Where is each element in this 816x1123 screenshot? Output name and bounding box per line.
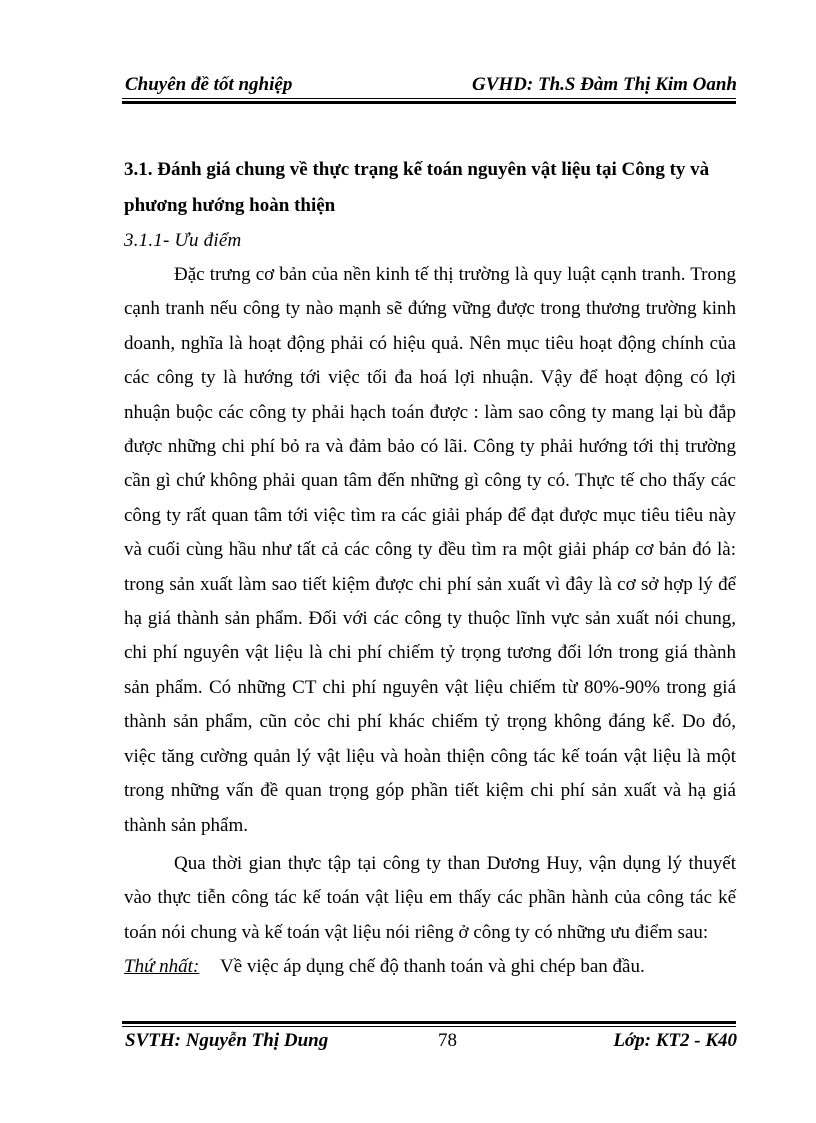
- header-document-type: Chuyên đề tốt nghiệp: [125, 74, 293, 95]
- list-item: [124, 950, 736, 984]
- subsection-heading: 3.1.1- Ưu điểm: [124, 230, 242, 251]
- section-heading: 3.1. Đánh giá chung về thực trạng kế toán nguyên vật liệu tại Công ty và phương hướng hoàn thiện: [124, 159, 710, 216]
- footer-rule-thin: [122, 1026, 736, 1027]
- header-rule-thick: [122, 101, 736, 104]
- header-rule-thin: [122, 98, 736, 99]
- footer-class: Lớp: KT2 - K40: [613, 1030, 737, 1051]
- body-paragraph: Đặc trưng cơ bản của nền kinh tế thị trường là quy luật cạnh tranh. Trong cạnh tranh nếu công ty nào mạnh sẽ đứng vững được trong thương trường kinh doanh, nghĩa là hoạt động phải có hiệu quả. Nên mục tiêu hoạt động chính của các công ty là hướng tới việc tối đa hoá lợi nhuận. Vậy để hoạt động có lợi nhuận buộc các công ty phải hạch toán được : làm sao công ty mang lại bù đắp được những chi phí bỏ ra và đảm bảo có lãi. Công ty phải hướng tới thị trường cần gì chứ không phải quan tâm đến những gì công ty có. Thực tế cho thấy các công ty rất quan tâm tới việc tìm ra các giải pháp để đạt được mục tiêu tiêu này và cuối cùng hầu như tất cả các công ty đều tìm ra một giải pháp cơ bản đó là: trong sản xuất làm sao tiết kiệm được chi phí sản xuất vì đây là cơ sở hợp lý để hạ giá thành sản phẩm. Đối với các công ty thuộc lĩnh vực sản xuất nói chung, chi phí nguyên vật liệu là chi phí chiếm tỷ trọng tương đối lớn trong giá thành sản phẩm. Có những CT chi phí nguyên vật liệu chiếm từ 80%-90% trong giá thành sản phẩm, cũn cỏc chi phí khác chiếm tỷ trọng không đáng kể. Do đó, việc tăng cường quản lý vật liệu và hoàn thiện công tác kế toán vật liệu là một trong những vấn đề quan trọng góp phần tiết kiệm chi phí sản xuất và hạ giá thành sản phẩm.: [124, 264, 736, 836]
- page-number: 78: [438, 1030, 457, 1051]
- page-header: [125, 72, 737, 98]
- body-paragraph: Qua thời gian thực tập tại công ty than Dương Huy, vận dụng lý thuyết vào thực tiễn công tác kế toán vật liệu em thấy các phần hành của công tác kế toán nói chung và kế toán vật liệu nói riêng ở công ty có những ưu điểm sau:: [124, 852, 736, 943]
- page-body: [124, 152, 736, 984]
- header-supervisor: GVHD: Th.S Đàm Thị Kim Oanh: [472, 74, 737, 95]
- list-item-text: Về việc áp dụng chế độ thanh toán và ghi chép ban đầu.: [220, 956, 645, 978]
- list-item-label: Thứ nhất:: [124, 956, 200, 978]
- page-footer: [125, 1028, 737, 1054]
- footer-rule-thick: [122, 1021, 736, 1024]
- footer-student: SVTH: Nguyễn Thị Dung: [125, 1030, 329, 1051]
